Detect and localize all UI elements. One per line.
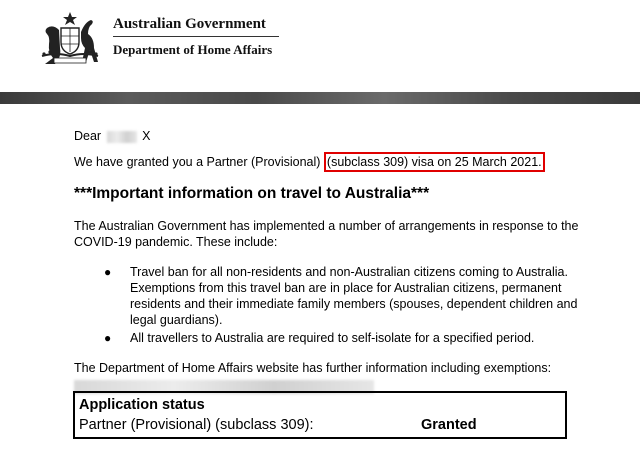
greeting-suffix: X bbox=[142, 129, 151, 143]
bullet-icon: ● bbox=[104, 265, 112, 279]
status-label: Partner (Provisional) (subclass 309): bbox=[79, 417, 314, 433]
department-name: Department of Home Affairs bbox=[113, 42, 273, 57]
status-title: Application status bbox=[79, 397, 205, 413]
redacted-name bbox=[107, 131, 137, 143]
arrangements-list bbox=[74, 264, 594, 346]
intro-paragraph: The Australian Government has implemented a number of arrangements in response to the COVID-19 pandemic. These include: bbox=[74, 219, 579, 249]
header-band bbox=[0, 92, 640, 104]
list-item bbox=[74, 330, 594, 346]
status-row bbox=[79, 415, 561, 435]
exemptions-paragraph: The Department of Home Affairs website has further information including exemptions: bbox=[74, 361, 552, 375]
government-name: Australian Government bbox=[113, 16, 266, 32]
letter-body bbox=[74, 128, 594, 394]
travel-info-heading: ***Important information on travel to Australia*** bbox=[74, 185, 430, 202]
greeting: Dear bbox=[74, 129, 102, 143]
letterhead bbox=[0, 0, 640, 92]
letterhead-divider bbox=[113, 36, 279, 37]
grant-prefix: We have granted you a Partner (Provisional) bbox=[74, 155, 321, 169]
agency-name bbox=[113, 14, 313, 59]
application-status-box bbox=[73, 391, 567, 439]
list-item-text: Travel ban for all non-residents and non-Australian citizens coming to Australia. Exemptions from this travel ban are in place for Australian citizens, permanent residents and their immediate family members (spouses, dependent children and legal guardians). bbox=[130, 265, 578, 327]
coat-of-arms-icon bbox=[34, 10, 106, 66]
highlighted-visa-details: (subclass 309) visa on 25 March 2021. bbox=[324, 152, 545, 172]
greeting-line bbox=[74, 128, 594, 146]
list-item-text: All travellers to Australia are required to self-isolate for a specified period. bbox=[130, 331, 535, 345]
grant-statement bbox=[74, 154, 594, 174]
bullet-icon: ● bbox=[104, 331, 112, 345]
list-item bbox=[74, 264, 594, 328]
status-value: Granted bbox=[421, 417, 477, 433]
